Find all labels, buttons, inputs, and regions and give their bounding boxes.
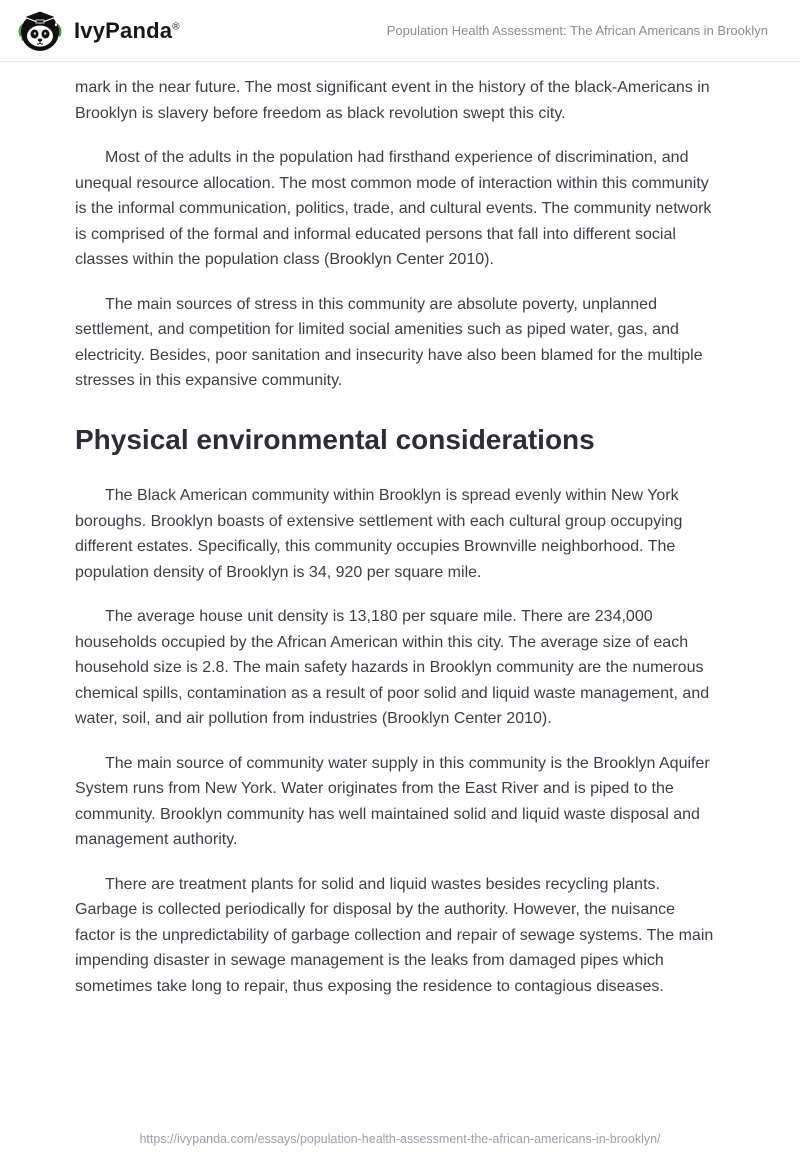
page-footer	[0, 1130, 800, 1148]
brand-text: IvyPanda	[74, 17, 173, 43]
paragraph: mark in the near future. The most significant event in the history of the black-Americans in Brooklyn is slavery before freedom as black revolution swept this city.	[75, 79, 710, 122]
registered-mark: ®	[172, 21, 180, 33]
source-url-link[interactable]: https://ivypanda.com/essays/population-health-assessment-the-african-americans-in-brooklyn/	[139, 1132, 661, 1146]
paragraph: The average house unit density is 13,180 per square mile. There are 234,000 households occupied by the African American within this city. The average size of each household size is 2.8. The main safety hazards in Brooklyn community are the numerous chemical spills, contamination as a result of poor solid and liquid waste management, and water, soil, and air pollution from industries (Brooklyn Center 2010).	[75, 608, 710, 728]
essay-title-header: Population Health Assessment: The African Americans in Brooklyn	[386, 23, 768, 38]
brand-name[interactable]	[74, 18, 180, 44]
panda-logo-icon	[16, 7, 64, 55]
paragraph: The main source of community water supply in this community is the Brooklyn Aquifer System runs from New York. Water originates from the East River and is piped to the community. Brooklyn community has well maintained solid and liquid waste disposal and management authority.	[75, 754, 710, 849]
site-header	[0, 0, 800, 62]
paragraph: Most of the adults in the population had firsthand experience of discrimination, and unequal resource allocation. The most common mode of interaction within this community is the informal communication, politics, trade, and cultural events. The community network is comprised of the formal and informal educated persons that fall into different social classes within the population class (Brooklyn Center 2010).	[75, 149, 712, 268]
section-heading: Physical environmental considerations	[75, 423, 595, 455]
essay-content	[0, 62, 800, 999]
paragraph: The main sources of stress in this community are absolute poverty, unplanned settlement, and competition for limited social amenities such as piped water, gas, and electricity. Besides, poor sanitation and insecurity have also been blamed for the multiple stresses in this expansive community.	[75, 295, 703, 389]
paragraph: There are treatment plants for solid and liquid wastes besides recycling plants. Garbage is collected periodically for disposal by the authority. However, the nuisance factor is the unpredictability of garbage collection and repair of sewage systems. The main impending disaster in sewage management is the leaks from damaged pipes which sometimes take long to repair, thus exposing the residence to contagious diseases.	[75, 875, 714, 995]
paragraph: The Black American community within Brooklyn is spread evenly within New York boroughs. Brooklyn boasts of extensive settlement with each cultural group occupying different estates. Specifically, this community occupies Brownville neighborhood. The population density of Brooklyn is 34, 920 per square mile.	[75, 487, 683, 581]
ivypanda-logo[interactable]	[16, 7, 180, 55]
